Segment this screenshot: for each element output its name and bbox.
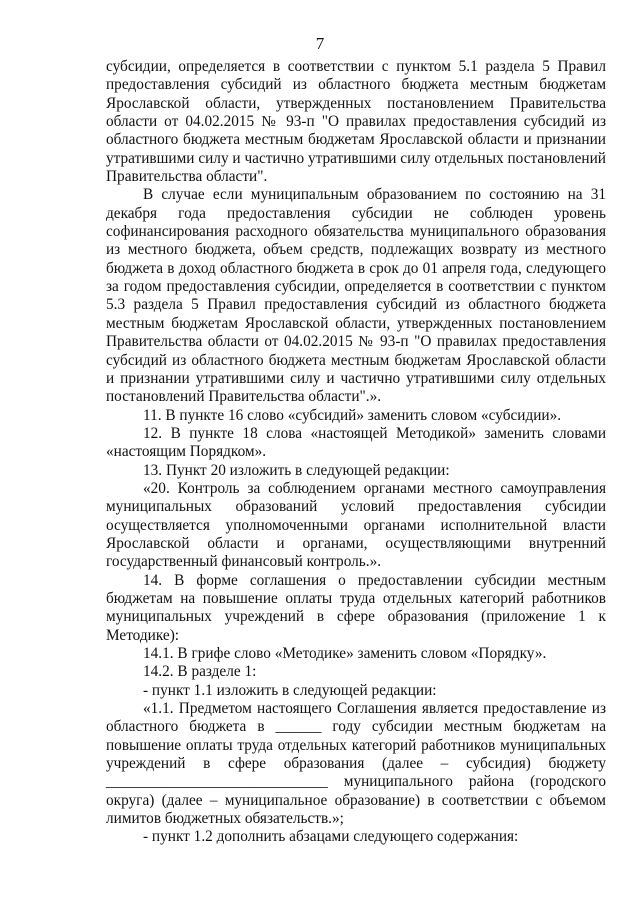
paragraph-5: 13. Пункт 20 изложить в следующей редакции: [143, 461, 450, 479]
paragraph-8: 14.1. В грифе слово «Методике» заменить словом «Порядку». [143, 645, 547, 662]
paragraph-11: «1.1. Предметом настоящего Соглашения является предоставление из областного бюджета в ______ году субсидии местным бюджетам на повышение оплаты труда отдельных категорий работников муниципальных учреждений в сфере образования (далее – субсидия) бюджету _____________________________ муниципального района (городского округа) (далее – муниципальное образование) в соответствии с объемом лимитов бюджетных обязательств.»; [106, 700, 606, 828]
paragraph-1: субсидии, определяется в соответствии с пунктом 5.1 раздела 5 Правил предоставления субсидий из областного бюджета местным бюджетам Ярославской области, утвержденных постановлением Правительства области от 04.02.2015 № 93-п "О правилах предоставления субсидий из областного бюджета местным бюджетам Ярославской области и признании утратившими силу и частично утратившими силу отдельных постановлений Правительства области". [106, 58, 606, 186]
paragraph-2: В случае если муниципальным образованием по состоянию на 31 декабря года предоставления субсидии не соблюден уровень софинансирования расходного обязательства муниципального образования из местного бюджета, объем средств, подлежащих возврату из местного бюджета в доход областного бюджета в срок до 01 апреля года, следующего за годом предоставления субсидии, определяется в соответствии с пунктом 5.3 раздела 5 Правил предоставления субсидий из областного бюджета местным бюджетам Ярославской области, утвержденных постановлением Правительства области от 04.02.2015 № 93-п "О правилах предоставления субсидий из областного бюджета местным бюджетам Ярославской области и признании утратившими силу и частично утратившими силу отдельных постановлений Правительства области".». [106, 186, 606, 406]
paragraph-4: 12. В пункте 18 слова «настоящей Методикой» заменить словами «настоящим Порядком». [106, 424, 606, 461]
page-number: 7 [315, 34, 325, 53]
paragraph-7: 14. В форме соглашения о предоставлении субсидии местным бюджетам на повышение оплаты труда отдельных категорий работников муниципальных учреждений в сфере образования (приложение 1 к Методике): [106, 571, 606, 644]
paragraph-6: «20. Контроль за соблюдением органами местного самоуправления муниципальных образований условий предоставления субсидии осуществляется уполномоченными органами исполнительной власти Ярославской области и органами, осуществляющими внутренний государственный финансовый контроль.». [106, 479, 606, 571]
paragraph-9: 14.2. В разделе 1: [143, 663, 257, 681]
paragraph-3: 11. В пункте 16 слово «субсидий» заменить словом «субсидии». [143, 406, 562, 424]
paragraph-12: - пункт 1.2 дополнить абзацами следующего содержания: [143, 828, 519, 846]
paragraph-10: - пункт 1.1 изложить в следующей редакции: [143, 681, 437, 699]
document-body [106, 58, 606, 847]
